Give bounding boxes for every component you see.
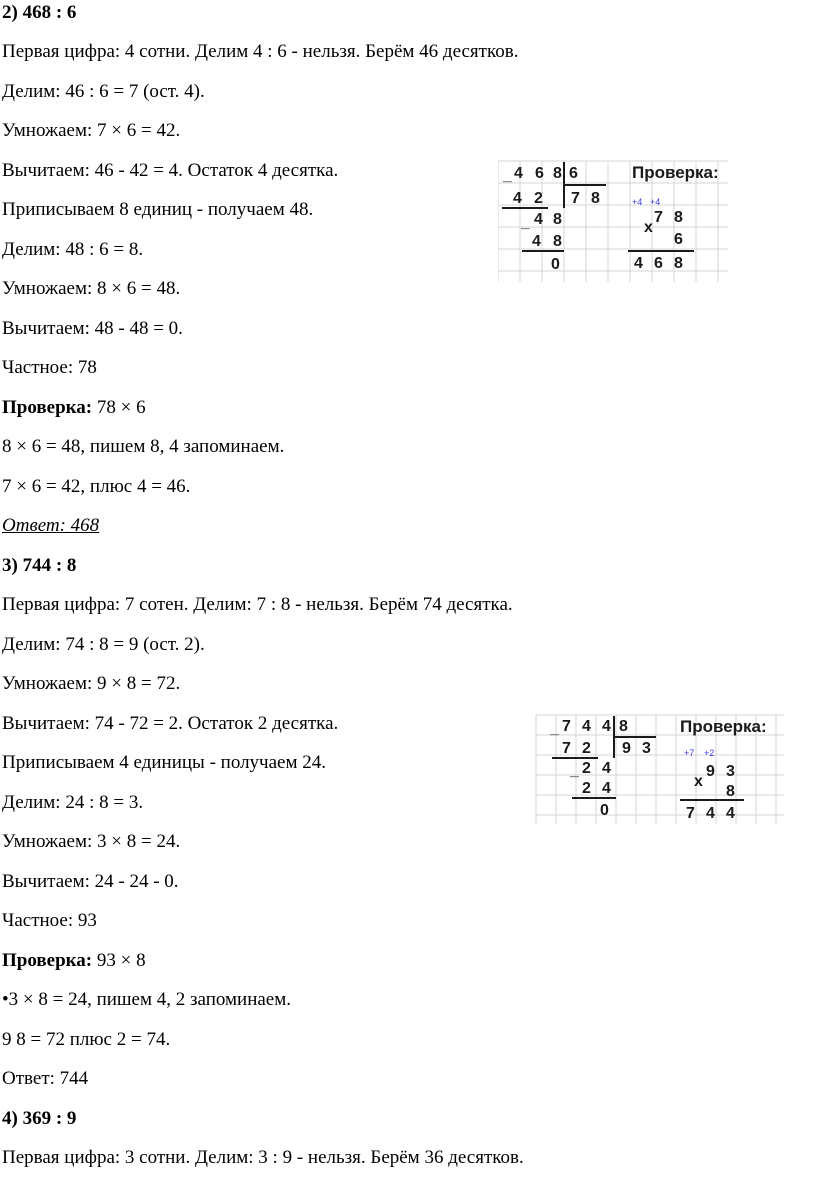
factor-digit: 9	[706, 763, 715, 780]
text-line: Вычитаем: 46 - 42 = 4. Остаток 4 десятка.	[2, 160, 339, 181]
final-remainder: 0	[551, 256, 560, 273]
text-line: Первая цифра: 7 сотен. Делим: 7 : 8 - нельзя. Берём 74 десятка.	[2, 594, 513, 615]
subtrahend-digit: 7	[562, 740, 571, 757]
dividend-digit: 4	[602, 718, 611, 735]
subtrahend-digit: 4	[602, 780, 611, 797]
text-line: Приписываем 4 единицы - получаем 24.	[2, 752, 326, 773]
text-line: Вычитаем: 24 - 24 - 0.	[2, 871, 179, 892]
division-figure-468	[498, 156, 730, 284]
product-digit: 4	[634, 255, 643, 272]
answer-line: Ответ: 744	[2, 1068, 89, 1089]
minus-sign: _	[503, 167, 512, 184]
divisor-digit: 8	[619, 718, 628, 735]
quotient-digit: 3	[642, 740, 651, 757]
text-line: Делим: 24 : 8 = 3.	[2, 792, 144, 813]
subtrahend-digit: 4	[513, 190, 522, 207]
dividend-digit: 7	[562, 718, 571, 735]
remainder-digit: 8	[553, 211, 562, 228]
factor-digit: 3	[726, 763, 735, 780]
subtrahend-digit: 2	[534, 190, 543, 207]
check-value: 78 × 6	[92, 397, 146, 418]
check-value: 93 × 8	[92, 950, 146, 971]
carry-mark: +2	[704, 748, 715, 758]
divisor-digit: 6	[569, 165, 578, 182]
subtrahend-digit: 8	[553, 233, 562, 250]
factor-digit: 6	[674, 231, 683, 248]
minus-sign: _	[521, 214, 530, 231]
dividend-digit: 8	[553, 165, 562, 182]
quotient-digit: 8	[591, 190, 600, 207]
text-line: Умножаем: 8 × 6 = 48.	[2, 278, 181, 299]
product-digit: 6	[654, 255, 663, 272]
product-digit: 8	[674, 255, 683, 272]
multiply-sign: x	[644, 219, 653, 236]
carry-mark: +4	[650, 197, 661, 207]
factor-digit: 8	[674, 209, 683, 226]
text-line: Делим: 48 : 6 = 8.	[2, 239, 144, 260]
subtrahend-digit: 2	[582, 740, 591, 757]
dividend-digit: 4	[582, 718, 591, 735]
text-line: Вычитаем: 48 - 48 = 0.	[2, 318, 183, 339]
text-line: 9 8 = 72 плюс 2 = 74.	[2, 1029, 171, 1050]
subtrahend-digit: 2	[582, 780, 591, 797]
text-line: Делим: 46 : 6 = 7 (ост. 4).	[2, 81, 205, 102]
carry-mark: +4	[632, 197, 643, 207]
dividend-digit: 6	[535, 165, 544, 182]
remainder-digit: 4	[534, 211, 543, 228]
text-line: Умножаем: 3 × 8 = 24.	[2, 831, 181, 852]
section-heading: 4) 369 : 9	[2, 1108, 77, 1129]
text-line: Умножаем: 7 × 6 = 42.	[2, 120, 181, 141]
remainder-digit: 2	[582, 760, 591, 777]
text-line: Умножаем: 9 × 8 = 72.	[2, 673, 181, 694]
dividend-digit: 4	[514, 165, 523, 182]
text-line: •3 × 8 = 24, пишем 4, 2 запоминаем.	[2, 989, 291, 1010]
text-line: Делим: 74 : 8 = 9 (ост. 2).	[2, 634, 205, 655]
section-heading: 2) 468 : 6	[2, 2, 77, 23]
carry-mark: +7	[684, 748, 695, 758]
check-line	[2, 950, 146, 972]
text-line: Первая цифра: 3 сотни. Делим: 3 : 9 - нельзя. Берём 36 десятков.	[2, 1147, 524, 1168]
minus-sign: _	[550, 720, 559, 737]
text-line: Частное: 93	[2, 910, 97, 931]
factor-digit: 8	[726, 783, 735, 800]
quotient-digit: 7	[571, 190, 580, 207]
minus-sign: _	[570, 762, 579, 779]
text-line: 7 × 6 = 42, плюс 4 = 46.	[2, 476, 191, 497]
check-title: Проверка:	[680, 717, 767, 736]
product-digit: 4	[706, 805, 715, 822]
text-line: Первая цифра: 4 сотни. Делим 4 : 6 - нельзя. Берём 46 десятков.	[2, 41, 519, 62]
subtrahend-digit: 4	[532, 233, 541, 250]
check-label: Проверка:	[2, 950, 93, 971]
section-heading: 3) 744 : 8	[2, 555, 77, 576]
text-line: Частное: 78	[2, 357, 97, 378]
division-figure-744	[534, 710, 786, 828]
text-line: 8 × 6 = 48, пишем 8, 4 запоминаем.	[2, 436, 285, 457]
product-digit: 4	[726, 805, 735, 822]
quotient-digit: 9	[622, 740, 631, 757]
multiply-sign: x	[694, 773, 703, 790]
final-remainder: 0	[600, 802, 609, 819]
factor-digit: 7	[654, 209, 663, 226]
check-label: Проверка:	[2, 397, 93, 418]
product-digit: 7	[686, 805, 695, 822]
answer-line: Ответ: 468	[2, 515, 100, 536]
remainder-digit: 4	[602, 760, 611, 777]
check-line	[2, 397, 146, 419]
text-line: Вычитаем: 74 - 72 = 2. Остаток 2 десятка.	[2, 713, 339, 734]
check-title: Проверка:	[632, 163, 719, 182]
text-line: Приписываем 8 единиц - получаем 48.	[2, 199, 314, 220]
